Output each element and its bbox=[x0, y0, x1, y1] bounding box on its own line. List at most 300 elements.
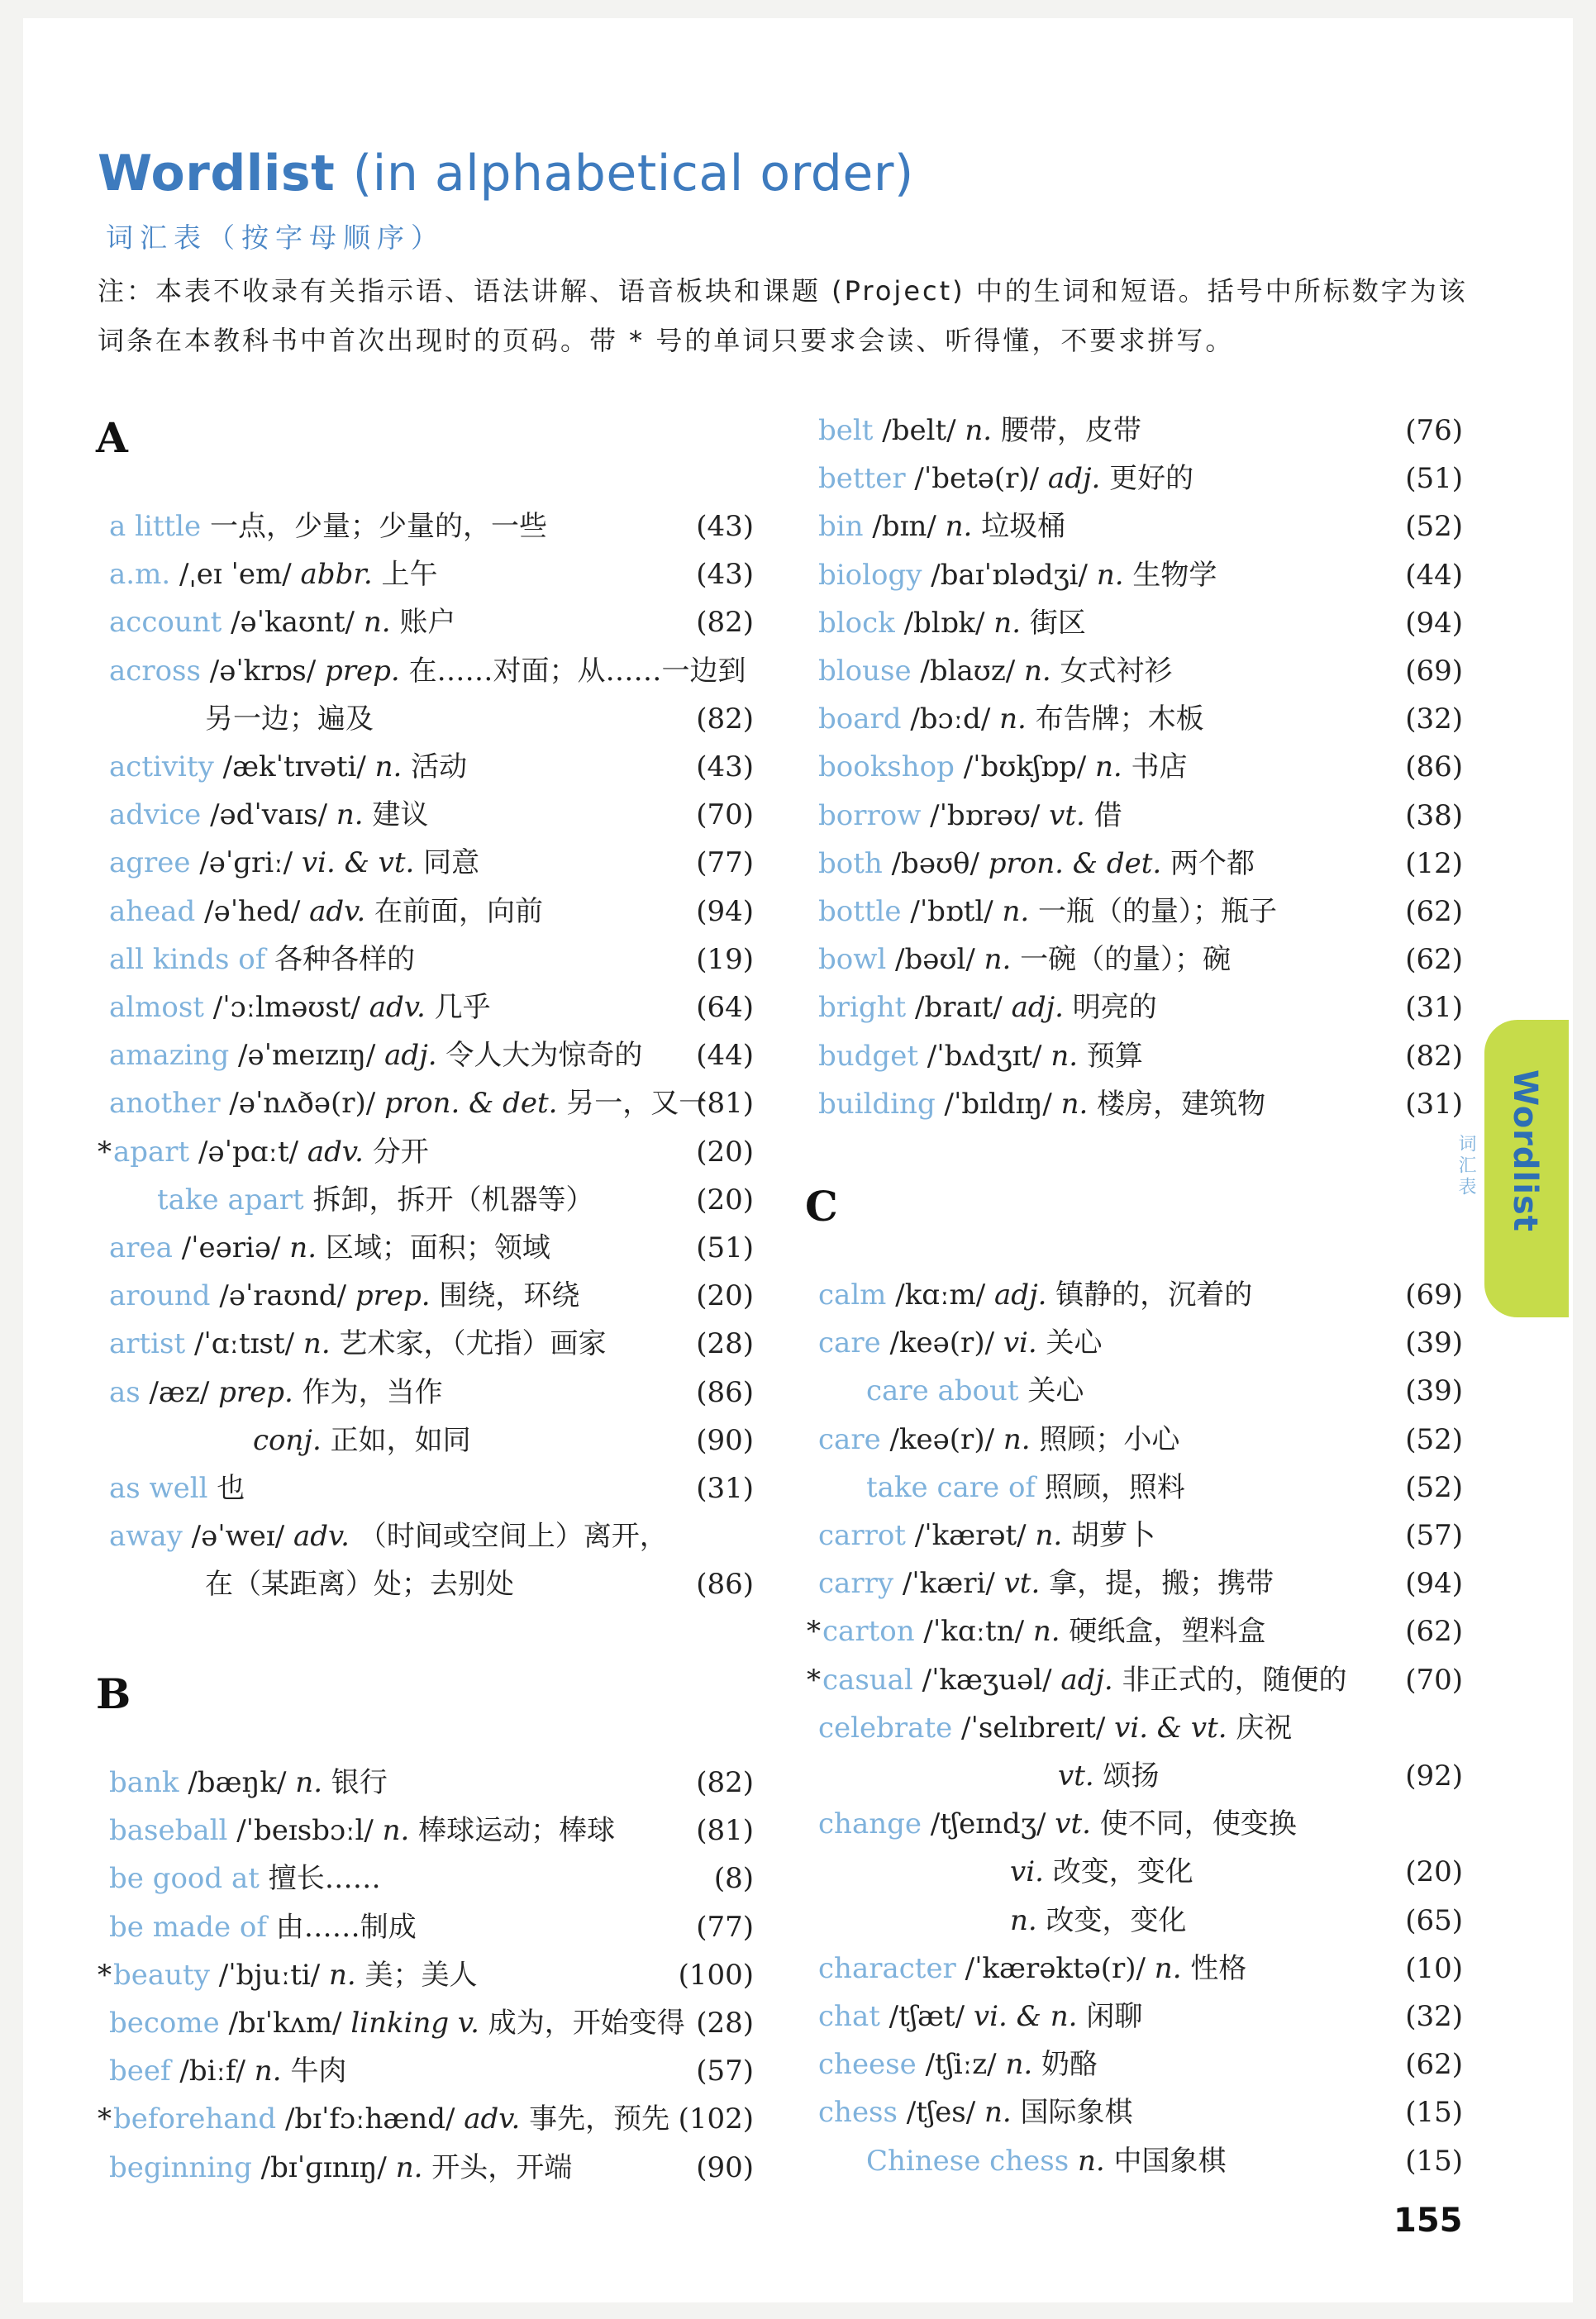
entry-pronunciation: /əˈweɪ/ bbox=[182, 1520, 293, 1554]
entry-page-number: (76) bbox=[1405, 414, 1463, 447]
entry-headword: chess bbox=[818, 2096, 898, 2130]
entry-page-number: (62) bbox=[1405, 1615, 1463, 1649]
entry-headword: care bbox=[818, 1422, 881, 1456]
entry-text bbox=[818, 407, 1141, 455]
entry-text bbox=[818, 936, 1231, 983]
entry-definition: 擅长…… bbox=[259, 1862, 381, 1896]
wordlist-entry bbox=[818, 792, 1463, 840]
entry-headword: account bbox=[109, 606, 222, 640]
entry-pronunciation: /belt/ bbox=[873, 414, 965, 447]
entry-part-of-speech: n. bbox=[1035, 1519, 1063, 1552]
entry-part-of-speech: n. bbox=[984, 943, 1012, 977]
entry-pronunciation: /ˈbɒtl/ bbox=[901, 895, 1003, 928]
entry-page-number: (81) bbox=[696, 1087, 754, 1121]
entry-definition: 同意 bbox=[414, 846, 480, 880]
entry-text bbox=[109, 598, 455, 646]
wordlist-entry bbox=[109, 1417, 754, 1464]
entry-text bbox=[109, 1759, 388, 1807]
entry-definition: 照顾，照料 bbox=[1036, 1470, 1185, 1504]
wordlist-entry bbox=[109, 598, 754, 646]
entry-page-number: (70) bbox=[696, 798, 754, 832]
wordlist-entry bbox=[109, 1031, 754, 1079]
entry-part-of-speech: n. bbox=[295, 1766, 323, 1799]
wordlist-entry bbox=[109, 1369, 754, 1417]
entry-page-number: (39) bbox=[1405, 1326, 1463, 1360]
entry-text bbox=[109, 1903, 417, 1951]
entry-pronunciation: /braɪt/ bbox=[906, 991, 1012, 1025]
wordlist-entry bbox=[98, 1128, 754, 1176]
entry-definition: 照顾；小心 bbox=[1030, 1422, 1180, 1456]
entry-headword: care bbox=[818, 1326, 881, 1360]
entry-page-number: (31) bbox=[696, 1472, 754, 1505]
wordlist-entry bbox=[818, 2137, 1463, 2185]
entry-definition: 性格 bbox=[1181, 1951, 1247, 1985]
entry-text bbox=[818, 1271, 1252, 1319]
entry-pronunciation: /tʃiːz/ bbox=[916, 2048, 1006, 2082]
entry-definition: 胡萝卜 bbox=[1062, 1519, 1155, 1552]
entry-pronunciation: /bɪˈfɔːhænd/ bbox=[276, 2102, 465, 2136]
entry-headword: bright bbox=[818, 991, 907, 1025]
entry-page-number: (32) bbox=[1405, 702, 1463, 736]
entry-text bbox=[818, 1704, 1292, 1752]
entry-part-of-speech: prep. bbox=[325, 654, 400, 688]
entry-pronunciation: /baɪˈɒlədʒi/ bbox=[922, 558, 1097, 592]
page-subtitle: 词汇表（按字母顺序） bbox=[106, 221, 445, 254]
entry-page-number: (43) bbox=[696, 750, 754, 783]
entry-headword: budget bbox=[818, 1039, 918, 1073]
wordlist-entry bbox=[818, 1367, 1463, 1415]
wordlist-entry bbox=[109, 647, 754, 695]
entry-definition: 一点，少量；少量的，一些 bbox=[201, 510, 547, 543]
entry-headword: change bbox=[818, 1807, 922, 1841]
entry-definition: 令人大为惊奇的 bbox=[436, 1039, 643, 1073]
entry-pronunciation: /kɑːm/ bbox=[886, 1279, 995, 1312]
entry-text bbox=[109, 1224, 550, 1272]
entry-pronunciation: /əˈraʊnd/ bbox=[210, 1279, 355, 1313]
wordlist-entry bbox=[109, 1464, 754, 1512]
entry-headword: Chinese chess bbox=[866, 2144, 1070, 2178]
entry-part-of-speech: vi. & vt. bbox=[301, 846, 415, 880]
entry-definition: 国际象棋 bbox=[1011, 2096, 1133, 2130]
entry-definition: 银行 bbox=[322, 1766, 388, 1799]
wordlist-entry bbox=[109, 1079, 754, 1127]
wordlist-entry bbox=[109, 1560, 754, 1608]
entry-definition: 借 bbox=[1084, 798, 1122, 832]
entry-text bbox=[818, 1512, 1155, 1559]
entry-text bbox=[109, 1272, 579, 1320]
entry-definition: 生物学 bbox=[1123, 558, 1217, 592]
entry-text bbox=[109, 1999, 685, 2047]
entry-pronunciation: /biːf/ bbox=[170, 2055, 255, 2088]
wordlist-entry bbox=[818, 1512, 1463, 1559]
entry-text bbox=[98, 1951, 478, 1999]
entry-headword: amazing bbox=[109, 1039, 230, 1073]
entry-headword: apart bbox=[113, 1135, 190, 1169]
entry-part-of-speech: n. bbox=[1010, 1903, 1037, 1937]
entry-part-of-speech: n. bbox=[1005, 2048, 1033, 2082]
entry-text bbox=[109, 1320, 606, 1368]
entry-headword: beef bbox=[109, 2055, 171, 2088]
entry-pronunciation: /ˈbeɪsbɔːl/ bbox=[227, 1814, 383, 1848]
page-title bbox=[98, 145, 914, 202]
entry-headword: celebrate bbox=[818, 1711, 953, 1745]
entry-page-number: (15) bbox=[1405, 2096, 1463, 2130]
entry-page-number: (62) bbox=[1405, 2048, 1463, 2082]
entry-headword: become bbox=[109, 2007, 220, 2040]
wordlist-entry bbox=[109, 888, 754, 936]
entry-text bbox=[109, 1464, 245, 1512]
entry-headword: carrot bbox=[818, 1519, 906, 1552]
entry-pronunciation: /blaʊz/ bbox=[911, 655, 1025, 688]
wordlist-entry bbox=[818, 647, 1463, 695]
entry-pronunciation: /əˈmeɪzɪŋ/ bbox=[229, 1039, 385, 1073]
entry-part-of-speech: n. bbox=[329, 1958, 356, 1992]
wordlist-entry bbox=[109, 695, 754, 743]
entry-definition: 书店 bbox=[1122, 750, 1188, 784]
entry-headword: belt bbox=[818, 414, 874, 447]
entry-page-number: (86) bbox=[696, 1568, 754, 1602]
entry-text bbox=[807, 1656, 1347, 1704]
entry-part-of-speech: n. bbox=[1032, 1615, 1060, 1649]
entry-pronunciation: /æz/ bbox=[140, 1375, 219, 1409]
wordlist-entry bbox=[818, 1319, 1463, 1367]
entry-pronunciation: /tʃes/ bbox=[897, 2096, 984, 2130]
entry-headword: beforehand bbox=[113, 2102, 277, 2136]
entry-page-number: (94) bbox=[1405, 606, 1463, 640]
entry-pronunciation: /keə(r)/ bbox=[880, 1326, 1003, 1360]
entry-text bbox=[818, 792, 1122, 840]
entry-page-number: (20) bbox=[696, 1135, 754, 1169]
entry-part-of-speech: n. bbox=[303, 1327, 331, 1361]
entry-definition: 各种各样的 bbox=[265, 942, 416, 976]
entry-part-of-speech: n. bbox=[1003, 1422, 1031, 1456]
entry-part-of-speech: n. bbox=[395, 2150, 423, 2184]
wordlist-entry bbox=[818, 936, 1463, 983]
wordlist-entry bbox=[109, 1176, 754, 1224]
entry-page-number: (43) bbox=[696, 510, 754, 543]
wordlist-entry bbox=[109, 1855, 754, 1902]
entry-text bbox=[818, 2088, 1133, 2136]
wordlist-entry bbox=[109, 502, 754, 550]
entry-headword: away bbox=[109, 1520, 183, 1554]
entry-definition: 艺术家，（尤指）画家 bbox=[330, 1327, 607, 1361]
entry-pronunciation: /bæŋk/ bbox=[179, 1766, 296, 1799]
wordlist-entry bbox=[818, 599, 1463, 647]
entry-page-number: (77) bbox=[696, 846, 754, 880]
entry-definition: 事先，预先 bbox=[520, 2102, 670, 2136]
entry-part-of-speech: n. bbox=[1094, 750, 1122, 784]
entry-pronunciation: /ˈbjuːti/ bbox=[209, 1958, 330, 1992]
entry-definition: 街区 bbox=[1021, 606, 1086, 640]
entry-headword: take care of bbox=[866, 1470, 1036, 1504]
entry-headword: board bbox=[818, 702, 902, 736]
entry-headword: another bbox=[109, 1087, 221, 1121]
entry-headword: carton bbox=[822, 1615, 915, 1649]
entry-text bbox=[109, 2047, 346, 2095]
entry-page-number: (62) bbox=[1405, 943, 1463, 977]
entry-page-number: (10) bbox=[1405, 1951, 1463, 1985]
entry-page-number: (92) bbox=[1405, 1759, 1463, 1793]
wordlist-entry bbox=[818, 1704, 1463, 1752]
entry-page-number: (51) bbox=[696, 1231, 754, 1264]
wordlist-entry bbox=[109, 1512, 754, 1560]
entry-pronunciation: /bəʊl/ bbox=[886, 943, 984, 977]
entry-text bbox=[818, 647, 1173, 695]
entry-definition: 一瓶（的量）；瓶子 bbox=[1029, 895, 1278, 928]
entry-definition: （时间或空间上）离开， bbox=[349, 1520, 668, 1554]
entry-part-of-speech: n. bbox=[1069, 2144, 1105, 2178]
entry-text bbox=[1010, 1897, 1187, 1945]
entry-part-of-speech: n. bbox=[374, 750, 403, 783]
entry-definition: 垃圾桶 bbox=[972, 510, 1066, 544]
entry-part-of-speech: pron. & det. bbox=[384, 1087, 558, 1121]
entry-text bbox=[818, 1416, 1179, 1464]
entry-page-number: (94) bbox=[1405, 1567, 1463, 1601]
entry-text bbox=[818, 983, 1157, 1031]
entry-headword: character bbox=[818, 1951, 956, 1985]
entry-headword: bin bbox=[818, 510, 864, 544]
entry-page-number: (82) bbox=[696, 702, 754, 736]
wordlist-entry bbox=[109, 1272, 754, 1320]
entry-page-number: (81) bbox=[696, 1814, 754, 1848]
entry-definition: 关心 bbox=[1036, 1326, 1103, 1360]
entry-definition: 更好的 bbox=[1100, 462, 1194, 496]
entry-pronunciation: /ˈɑːtɪst/ bbox=[185, 1327, 303, 1361]
wordlist-entry bbox=[818, 2088, 1463, 2136]
entry-page-number: (52) bbox=[1405, 1470, 1463, 1504]
entry-definition: 两个都 bbox=[1161, 846, 1255, 880]
entry-pronunciation: /əˈnʌðə(r)/ bbox=[220, 1087, 385, 1121]
entry-page-number: (20) bbox=[696, 1279, 754, 1313]
entry-page-number: (20) bbox=[696, 1183, 754, 1217]
entry-headword: block bbox=[818, 606, 895, 640]
entry-definition: 关心 bbox=[1018, 1374, 1084, 1408]
entry-part-of-speech: n. bbox=[382, 1814, 410, 1848]
entry-page-number: (19) bbox=[696, 942, 754, 976]
entry-pronunciation: /bɪn/ bbox=[863, 510, 946, 544]
entry-page-number: (69) bbox=[1405, 1279, 1463, 1312]
entry-text bbox=[866, 1367, 1084, 1415]
wordlist-entry bbox=[818, 551, 1463, 599]
wordlist-entry bbox=[818, 1464, 1463, 1512]
entry-headword: biology bbox=[818, 558, 922, 592]
entry-pronunciation: /əˈkaʊnt/ bbox=[222, 606, 364, 640]
wordlist-entry bbox=[109, 1224, 754, 1272]
intro-note: 注：本表不收录有关指示语、语法讲解、语音板块和课题 (Project) 中的生词和短语。括号中所标数字为该词条在本教科书中首次出现时的页码。带 * 号的单词只要求会读、听得懂，不要求拼写。 bbox=[98, 275, 1468, 356]
entry-definition: 美；美人 bbox=[355, 1958, 478, 1992]
section-letter: B bbox=[96, 1669, 131, 1718]
entry-text bbox=[109, 839, 479, 887]
wordlist-entry bbox=[109, 839, 754, 887]
wordlist-entry bbox=[818, 695, 1463, 743]
entry-pronunciation: /ˈeəriə/ bbox=[172, 1231, 290, 1264]
entry-headword: as well bbox=[109, 1472, 208, 1505]
entry-definition: 奶酪 bbox=[1032, 2048, 1098, 2082]
wordlist-entry bbox=[818, 1993, 1463, 2040]
entry-definition: 开头，开端 bbox=[422, 2150, 573, 2184]
wordlist-entry bbox=[109, 1320, 754, 1368]
entry-text bbox=[818, 551, 1217, 599]
entry-pronunciation: /tʃæt/ bbox=[879, 2000, 974, 2033]
entry-part-of-speech: n. bbox=[289, 1231, 317, 1264]
entry-part-of-speech: n. bbox=[1024, 655, 1051, 688]
entry-headword: bottle bbox=[818, 895, 902, 928]
entry-part-of-speech: adv. bbox=[307, 1135, 364, 1169]
entry-part-of-speech: abbr. bbox=[300, 558, 373, 592]
entry-text bbox=[818, 1800, 1297, 1848]
entry-page-number: (57) bbox=[696, 2055, 754, 2088]
entry-pronunciation: /əˈhed/ bbox=[195, 894, 310, 928]
wordlist-entry bbox=[818, 1848, 1463, 1896]
entry-headword: a.m. bbox=[109, 558, 171, 592]
entry-text bbox=[818, 1993, 1142, 2040]
entry-part-of-speech: vt. bbox=[1058, 1759, 1094, 1793]
entry-text bbox=[866, 1464, 1185, 1512]
entry-page-number: (32) bbox=[1405, 2000, 1463, 2033]
entry-pronunciation: /ədˈvaɪs/ bbox=[201, 798, 336, 832]
entry-headword: activity bbox=[109, 750, 214, 783]
entry-pronunciation: /ˈselɪbreɪt/ bbox=[952, 1711, 1115, 1745]
entry-text bbox=[109, 2144, 572, 2192]
entry-headword: be good at bbox=[109, 1862, 260, 1896]
entry-text bbox=[818, 1032, 1143, 1080]
entry-pronunciation: /əˈpɑːt/ bbox=[189, 1135, 307, 1169]
entry-part-of-speech: adv. bbox=[293, 1520, 350, 1554]
entry-headword: blouse bbox=[818, 655, 912, 688]
entry-definition: 拿，提，搬；携带 bbox=[1040, 1567, 1274, 1601]
wordlist-entry bbox=[818, 1080, 1463, 1128]
entry-part-of-speech: adj. bbox=[1060, 1663, 1113, 1697]
entry-text bbox=[818, 1080, 1265, 1128]
wordlist-entry bbox=[807, 1607, 1463, 1655]
entry-headword: baseball bbox=[109, 1814, 228, 1848]
entry-part-of-speech: vt. bbox=[1003, 1567, 1041, 1601]
wordlist-entry bbox=[109, 1759, 754, 1807]
entry-definition: 也 bbox=[207, 1472, 245, 1505]
wordlist-entry bbox=[109, 1999, 754, 2047]
wordlist-entry bbox=[109, 1807, 754, 1855]
entry-text bbox=[98, 2095, 669, 2143]
entry-text bbox=[109, 550, 437, 598]
entry-part-of-speech: vi. bbox=[1010, 1855, 1044, 1889]
wordlist-entry bbox=[818, 407, 1463, 455]
entry-definition: 建议 bbox=[363, 798, 429, 832]
wordlist-entry bbox=[818, 1945, 1463, 1993]
entry-text bbox=[157, 1176, 594, 1224]
entry-text bbox=[109, 647, 746, 695]
wordlist-entry bbox=[818, 2040, 1463, 2088]
entry-part-of-speech: adv. bbox=[464, 2102, 521, 2136]
entry-definition: 活动 bbox=[402, 750, 468, 783]
entry-part-of-speech: prep. bbox=[355, 1279, 431, 1313]
entry-headword: borrow bbox=[818, 798, 922, 832]
entry-text bbox=[109, 791, 428, 839]
entry-pronunciation: /ˈbʌdʒɪt/ bbox=[917, 1039, 1051, 1073]
entry-text bbox=[109, 1807, 615, 1855]
title-paren: (in alphabetical order) bbox=[352, 145, 914, 202]
entry-pronunciation: /ˈkɑːtn/ bbox=[914, 1615, 1033, 1649]
entry-page-number: (52) bbox=[1405, 1422, 1463, 1456]
entry-pronunciation: /əˈɡriː/ bbox=[190, 846, 302, 880]
entry-definition: 非正式的，随便的 bbox=[1112, 1663, 1347, 1697]
entry-definition: 几乎 bbox=[425, 991, 491, 1024]
entry-definition: 另一，又一 bbox=[557, 1087, 707, 1121]
entry-pronunciation: /ˈbetə(r)/ bbox=[905, 462, 1048, 496]
entry-part-of-speech: vi. & n. bbox=[973, 2000, 1078, 2033]
entry-text bbox=[818, 743, 1188, 791]
wordlist-entry bbox=[818, 1559, 1463, 1607]
entry-page-number: (90) bbox=[696, 1423, 754, 1457]
entry-text bbox=[818, 888, 1277, 936]
entry-definition: 由……制成 bbox=[266, 1910, 417, 1944]
entry-part-of-speech: n. bbox=[336, 798, 364, 832]
asterisk-mark: * bbox=[98, 1958, 112, 1992]
entry-part-of-speech: linking v. bbox=[350, 2007, 479, 2040]
entry-headword: calm bbox=[818, 1279, 887, 1312]
wordlist-entry bbox=[98, 1951, 754, 1999]
entry-text bbox=[818, 2040, 1098, 2088]
entry-headword: beginning bbox=[109, 2150, 252, 2184]
entry-headword: across bbox=[109, 654, 201, 688]
entry-headword: carry bbox=[818, 1567, 894, 1601]
entry-page-number: (12) bbox=[1405, 846, 1463, 880]
entry-page-number: (28) bbox=[696, 1327, 754, 1361]
entry-part-of-speech: n. bbox=[1002, 895, 1030, 928]
entry-definition: 布告牌；木板 bbox=[1026, 702, 1204, 736]
entry-text bbox=[109, 1031, 642, 1079]
entry-text bbox=[109, 1512, 668, 1560]
entry-text bbox=[109, 502, 547, 550]
entry-definition: 棒球运动；棒球 bbox=[409, 1814, 616, 1848]
entry-part-of-speech: vi. & vt. bbox=[1114, 1711, 1227, 1745]
entry-pronunciation: /ˈkæʒuəl/ bbox=[912, 1663, 1061, 1697]
wordlist-entry bbox=[109, 936, 754, 983]
entry-text bbox=[818, 695, 1204, 743]
entry-text bbox=[253, 1417, 471, 1464]
entry-part-of-speech: prep. bbox=[218, 1375, 293, 1409]
entry-page-number: (65) bbox=[1405, 1903, 1463, 1937]
entry-pronunciation: /bəʊθ/ bbox=[882, 846, 989, 880]
entry-definition: 镇静的，沉着的 bbox=[1046, 1279, 1253, 1312]
entry-part-of-speech: n. bbox=[984, 2096, 1012, 2130]
entry-pronunciation: /ˈɔːlməʊst/ bbox=[203, 991, 369, 1024]
entry-pronunciation: /blɒk/ bbox=[894, 606, 994, 640]
entry-part-of-speech: conj. bbox=[253, 1423, 322, 1457]
entry-pronunciation: /keə(r)/ bbox=[880, 1422, 1003, 1456]
entry-definition: 颂扬 bbox=[1093, 1759, 1160, 1793]
entry-pronunciation: /ˈbʊkʃɒp/ bbox=[954, 750, 1095, 784]
entry-part-of-speech: n. bbox=[965, 414, 993, 447]
entry-text bbox=[205, 695, 374, 743]
entry-definition: 改变，变化 bbox=[1043, 1855, 1193, 1889]
entry-definition: 腰带，皮带 bbox=[992, 414, 1141, 447]
entry-part-of-speech: n. bbox=[1060, 1087, 1089, 1121]
entry-pronunciation: /ˌeɪ ˈem/ bbox=[170, 558, 301, 592]
entry-definition: 在前面，向前 bbox=[365, 894, 543, 928]
wordlist-entry bbox=[818, 1271, 1463, 1319]
entry-text bbox=[1058, 1752, 1160, 1800]
entry-part-of-speech: vt. bbox=[1055, 1807, 1091, 1841]
entry-part-of-speech: n. bbox=[1096, 558, 1124, 592]
wordlist-entry bbox=[818, 983, 1463, 1031]
entry-definition: 硬纸盒，塑料盒 bbox=[1060, 1615, 1266, 1649]
entry-part-of-speech: adv. bbox=[309, 894, 366, 928]
entry-definition: 改变，变化 bbox=[1036, 1903, 1187, 1937]
entry-part-of-speech: adj. bbox=[1047, 462, 1101, 496]
asterisk-mark: * bbox=[807, 1663, 821, 1697]
entry-pronunciation: /bɪˈɡɪnɪŋ/ bbox=[251, 2150, 396, 2184]
entry-part-of-speech: vi. bbox=[1003, 1326, 1037, 1360]
